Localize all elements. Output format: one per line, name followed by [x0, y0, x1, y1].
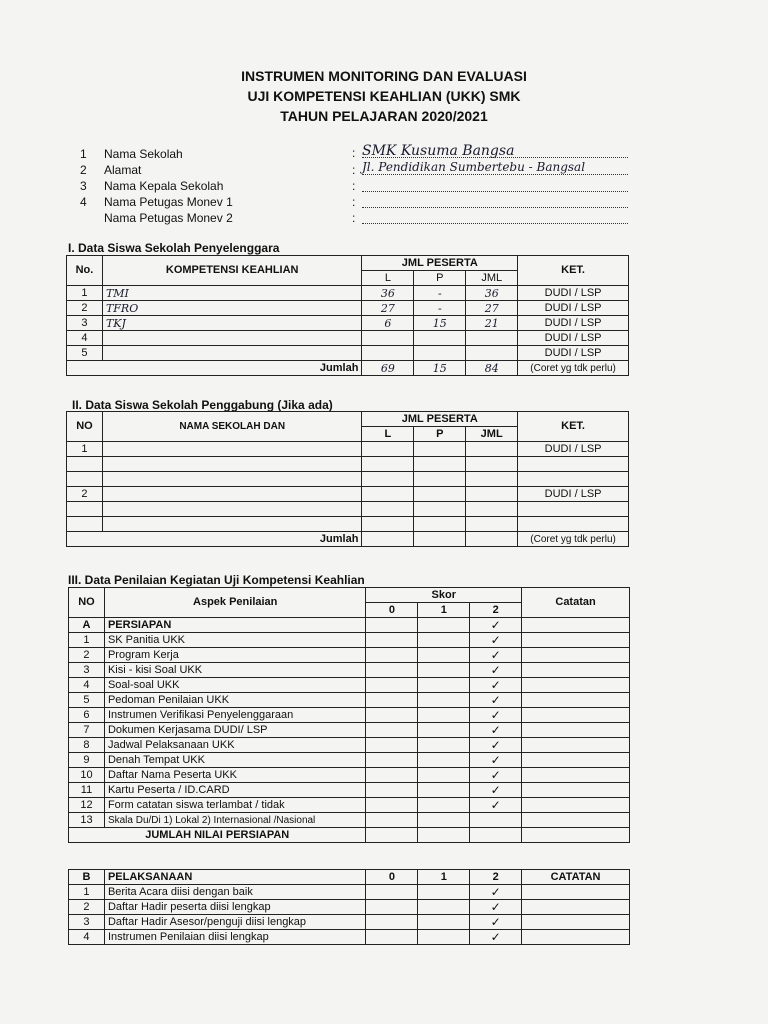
score-2-check-icon[interactable]: ✓	[470, 900, 522, 915]
table-row	[69, 813, 630, 828]
colon: :	[352, 163, 356, 177]
colon: :	[352, 146, 356, 160]
cell-no	[67, 457, 103, 472]
header-kompetensi: KOMPETENSI KEAHLIAN	[102, 256, 361, 286]
cell-ket: DUDI / LSP	[518, 487, 629, 502]
catatan-cell[interactable]	[522, 753, 630, 768]
cell-no: 1	[69, 633, 105, 648]
cell-aspek: Soal-soal UKK	[104, 678, 366, 693]
total-row	[67, 532, 629, 547]
score-0-cell[interactable]	[366, 723, 418, 738]
cell-jml[interactable]	[466, 457, 518, 472]
identity-label: Nama Sekolah	[104, 147, 183, 161]
cell-no: 1	[67, 442, 103, 457]
cell-nama[interactable]	[102, 442, 361, 457]
table-row	[67, 442, 629, 457]
title-line-1: INSTRUMEN MONITORING DAN EVALUASI	[241, 68, 527, 84]
table-row	[67, 301, 629, 316]
cell-no: 2	[67, 487, 103, 502]
cell-aspek: Jadwal Pelaksanaan UKK	[104, 738, 366, 753]
score-2-check-icon[interactable]: ✓	[470, 915, 522, 930]
score-0-cell[interactable]	[366, 798, 418, 813]
cell-p[interactable]	[414, 502, 466, 517]
header-p: P	[414, 427, 466, 442]
cell-no: 4	[67, 331, 103, 346]
score-1-cell[interactable]	[418, 885, 470, 900]
cell-nama[interactable]	[102, 487, 361, 502]
score-2-check-icon[interactable]	[470, 813, 522, 828]
monev-officer-2-field[interactable]	[362, 209, 628, 224]
colon: :	[352, 179, 356, 193]
cell-no	[67, 472, 103, 487]
score-0-cell[interactable]	[366, 915, 418, 930]
score-0-cell[interactable]	[366, 930, 418, 945]
score-1-cell[interactable]	[418, 930, 470, 945]
cell-kompetensi[interactable]: TMI	[102, 286, 361, 301]
score-2-check-icon[interactable]: ✓	[470, 708, 522, 723]
header-catatan: CATATAN	[522, 870, 630, 885]
score-2-check-icon[interactable]: ✓	[470, 930, 522, 945]
cell-nama[interactable]	[102, 472, 361, 487]
header-score-0: 0	[366, 870, 418, 885]
score-1-cell[interactable]	[418, 648, 470, 663]
header-l: L	[362, 271, 414, 286]
cell-no	[67, 502, 103, 517]
table-row	[67, 316, 629, 331]
principal-name-field[interactable]	[362, 177, 628, 192]
score-2-check-icon[interactable]: ✓	[470, 633, 522, 648]
table-row	[67, 331, 629, 346]
header-l: L	[362, 427, 414, 442]
score-1-cell[interactable]	[418, 723, 470, 738]
cell-ket	[518, 502, 629, 517]
header-score-2: 2	[470, 603, 522, 618]
cell-ket	[518, 457, 629, 472]
catatan-cell[interactable]	[522, 828, 630, 843]
cell-p[interactable]	[414, 517, 466, 532]
cell-jml[interactable]	[466, 502, 518, 517]
cell-p[interactable]	[414, 487, 466, 502]
cell-no: 6	[69, 708, 105, 723]
cell-l[interactable]	[362, 487, 414, 502]
cell-no: 3	[69, 663, 105, 678]
cell-no: 13	[69, 813, 105, 828]
cell-nama[interactable]	[102, 517, 361, 532]
cell-aspek: Instrumen Penilaian diisi lengkap	[104, 930, 366, 945]
jumlah-row	[69, 828, 630, 843]
header-score-0: 0	[366, 603, 418, 618]
score-1-cell[interactable]	[418, 828, 470, 843]
cell-ket: DUDI / LSP	[518, 316, 629, 331]
cell-jml[interactable]	[466, 472, 518, 487]
identity-num: 1	[80, 147, 87, 161]
cell-no: 12	[69, 798, 105, 813]
cell-p[interactable]	[414, 472, 466, 487]
score-2-check-icon[interactable]: ✓	[470, 885, 522, 900]
identity-num: 3	[80, 179, 87, 193]
cell-kompetensi[interactable]: TFRO	[102, 301, 361, 316]
cell-aspek: Instrumen Verifikasi Penyelenggaraan	[104, 708, 366, 723]
catatan-cell[interactable]	[522, 900, 630, 915]
table-row	[69, 663, 630, 678]
catatan-cell[interactable]	[522, 648, 630, 663]
group-label: PELAKSANAAN	[104, 870, 366, 885]
total-l[interactable]: 69	[362, 361, 414, 376]
header-jml: JML	[466, 427, 518, 442]
header-catatan: Catatan	[522, 588, 630, 618]
cell-no: 2	[69, 900, 105, 915]
score-1-cell[interactable]	[418, 783, 470, 798]
cell-ket: DUDI / LSP	[518, 286, 629, 301]
cell-jml[interactable]	[466, 346, 518, 361]
total-row	[67, 361, 629, 376]
cell-l[interactable]	[362, 346, 414, 361]
cell-ket: DUDI / LSP	[518, 346, 629, 361]
score-0-cell[interactable]	[366, 885, 418, 900]
cell-nama[interactable]	[102, 502, 361, 517]
header-score-2: 2	[470, 870, 522, 885]
catatan-cell[interactable]	[522, 633, 630, 648]
table-row	[69, 633, 630, 648]
cell-no: 5	[69, 693, 105, 708]
header-no: NO	[67, 412, 103, 442]
score-2-check-icon[interactable]: ✓	[470, 723, 522, 738]
cell-p[interactable]: -	[414, 301, 466, 316]
score-2-check-icon[interactable]: ✓	[470, 648, 522, 663]
title-line-3: TAHUN PELAJARAN 2020/2021	[280, 108, 488, 124]
identity-num: 2	[80, 163, 87, 177]
title-line-2: UJI KOMPETENSI KEAHLIAN (UKK) SMK	[247, 88, 521, 104]
table-row	[69, 783, 630, 798]
score-0-cell[interactable]	[366, 618, 418, 633]
score-2-check-icon[interactable]: ✓	[470, 738, 522, 753]
score-2-check-icon[interactable]: ✓	[470, 783, 522, 798]
cell-p[interactable]	[414, 457, 466, 472]
cell-ket	[518, 517, 629, 532]
table-row	[67, 502, 629, 517]
cell-jml[interactable]	[466, 331, 518, 346]
catatan-cell[interactable]	[522, 813, 630, 828]
score-0-cell[interactable]	[366, 783, 418, 798]
cell-l[interactable]	[362, 517, 414, 532]
identity-num: 4	[80, 195, 87, 209]
colon: :	[352, 195, 356, 209]
cell-aspek: SK Panitia UKK	[104, 633, 366, 648]
table-row	[69, 885, 630, 900]
cell-no	[67, 517, 103, 532]
header-jml-peserta: JML PESERTA	[362, 412, 518, 427]
score-1-cell[interactable]	[418, 768, 470, 783]
cell-p[interactable]: 15	[414, 316, 466, 331]
header-jml: JML	[466, 271, 518, 286]
score-2-check-icon[interactable]: ✓	[470, 618, 522, 633]
cell-aspek: Form catatan siswa terlambat / tidak	[104, 798, 366, 813]
score-1-cell[interactable]	[418, 915, 470, 930]
score-1-cell[interactable]	[418, 900, 470, 915]
total-l[interactable]	[362, 532, 414, 547]
score-1-cell[interactable]	[418, 693, 470, 708]
header-score-1: 1	[418, 603, 470, 618]
catatan-cell[interactable]	[522, 678, 630, 693]
score-2-check-icon[interactable]: ✓	[470, 663, 522, 678]
table-row	[67, 346, 629, 361]
cell-kompetensi[interactable]: TKJ	[102, 316, 361, 331]
score-0-cell[interactable]	[366, 708, 418, 723]
score-1-cell[interactable]	[418, 753, 470, 768]
score-0-cell[interactable]	[366, 663, 418, 678]
cell-l[interactable]	[362, 502, 414, 517]
score-2-check-icon[interactable]: ✓	[470, 798, 522, 813]
header-score-1: 1	[418, 870, 470, 885]
cell-aspek: Daftar Nama Peserta UKK	[104, 768, 366, 783]
identity-label: Nama Kepala Sekolah	[104, 179, 224, 193]
cell-no: 3	[67, 316, 103, 331]
catatan-cell[interactable]	[522, 723, 630, 738]
table-row	[67, 472, 629, 487]
catatan-cell[interactable]	[522, 798, 630, 813]
cell-no: 1	[67, 286, 103, 301]
cell-no: 11	[69, 783, 105, 798]
score-2-check-icon[interactable]: ✓	[470, 678, 522, 693]
table-row	[69, 738, 630, 753]
cell-aspek: Denah Tempat UKK	[104, 753, 366, 768]
cell-l[interactable]: 36	[362, 286, 414, 301]
total-jml[interactable]	[466, 532, 518, 547]
identity-label: Nama Petugas Monev 1	[104, 195, 233, 209]
section-1-title: I. Data Siswa Sekolah Penyelenggara	[68, 241, 280, 255]
table-row	[69, 930, 630, 945]
score-0-cell[interactable]	[366, 768, 418, 783]
header-no: NO	[69, 588, 105, 618]
catatan-cell[interactable]	[522, 663, 630, 678]
score-0-cell[interactable]	[366, 900, 418, 915]
catatan-cell[interactable]	[522, 930, 630, 945]
coret-note: (Coret yg tdk perlu)	[518, 361, 629, 376]
score-1-cell[interactable]	[418, 663, 470, 678]
table-row	[69, 915, 630, 930]
school-name-field[interactable]: SMK Kusuma Bangsa	[362, 143, 628, 158]
cell-ket: DUDI / LSP	[518, 331, 629, 346]
cell-no: 10	[69, 768, 105, 783]
table-row	[69, 753, 630, 768]
cell-no: 9	[69, 753, 105, 768]
cell-l[interactable]	[362, 472, 414, 487]
table-row	[69, 723, 630, 738]
cell-aspek: Skala Du/Di 1) Lokal 2) Internasional /Nasional	[104, 813, 366, 828]
cell-aspek: Pedoman Penilaian UKK	[104, 693, 366, 708]
cell-aspek: Berita Acara diisi dengan baik	[104, 885, 366, 900]
cell-jml[interactable]	[466, 487, 518, 502]
cell-no: 8	[69, 738, 105, 753]
total-p[interactable]	[414, 532, 466, 547]
cell-jml[interactable]: 36	[466, 286, 518, 301]
cell-aspek: Dokumen Kerjasama DUDI/ LSP	[104, 723, 366, 738]
score-1-cell[interactable]	[418, 813, 470, 828]
section-2-title: II. Data Siswa Sekolah Penggabung (Jika ada)	[72, 398, 333, 412]
score-2-check-icon[interactable]: ✓	[470, 768, 522, 783]
score-1-cell[interactable]	[418, 708, 470, 723]
header-skor: Skor	[366, 588, 522, 603]
cell-no: 5	[67, 346, 103, 361]
catatan-cell[interactable]	[522, 783, 630, 798]
score-0-cell[interactable]	[366, 813, 418, 828]
score-0-cell[interactable]	[366, 693, 418, 708]
cell-ket: DUDI / LSP	[518, 301, 629, 316]
colon: :	[352, 211, 356, 225]
score-0-cell[interactable]	[366, 738, 418, 753]
table-row	[69, 678, 630, 693]
group-code: A	[69, 618, 105, 633]
cell-p[interactable]	[414, 346, 466, 361]
score-1-cell[interactable]	[418, 633, 470, 648]
table-section-b	[68, 869, 630, 945]
address-field[interactable]: Jl. Pendidikan Sumbertebu - Bangsal	[362, 160, 628, 175]
cell-aspek: Program Kerja	[104, 648, 366, 663]
header-ket: KET.	[518, 412, 629, 442]
header-nama-sekolah: NAMA SEKOLAH DAN	[102, 412, 361, 442]
cell-ket: DUDI / LSP	[518, 442, 629, 457]
total-p[interactable]: 15	[414, 361, 466, 376]
score-0-cell[interactable]	[366, 753, 418, 768]
cell-l[interactable]: 6	[362, 316, 414, 331]
cell-jml[interactable]: 27	[466, 301, 518, 316]
cell-no: 3	[69, 915, 105, 930]
cell-nama[interactable]	[102, 457, 361, 472]
table-section-2	[66, 411, 629, 547]
table-row	[69, 648, 630, 663]
coret-note: (Coret yg tdk perlu)	[518, 532, 629, 547]
score-1-cell[interactable]	[418, 738, 470, 753]
total-label: Jumlah	[67, 532, 362, 547]
cell-jml[interactable]	[466, 517, 518, 532]
catatan-cell[interactable]	[522, 693, 630, 708]
table-section-1	[66, 255, 629, 376]
score-1-cell[interactable]	[418, 618, 470, 633]
header-no: No.	[67, 256, 103, 286]
catatan-cell[interactable]	[522, 708, 630, 723]
identity-label: Nama Petugas Monev 2	[104, 211, 233, 225]
table-row	[69, 693, 630, 708]
catatan-cell[interactable]	[522, 618, 630, 633]
table-row	[67, 286, 629, 301]
total-jml[interactable]: 84	[466, 361, 518, 376]
header-ket: KET.	[518, 256, 629, 286]
table-row	[69, 708, 630, 723]
cell-aspek: Kartu Peserta / ID.CARD	[104, 783, 366, 798]
table-row	[69, 798, 630, 813]
catatan-cell[interactable]	[522, 738, 630, 753]
cell-ket	[518, 472, 629, 487]
group-row-b	[69, 870, 630, 885]
header-aspek: Aspek Penilaian	[104, 588, 366, 618]
table-row	[69, 900, 630, 915]
cell-kompetensi[interactable]	[102, 331, 361, 346]
cell-aspek: Daftar Hadir Asesor/penguji diisi lengkap	[104, 915, 366, 930]
header-jml-peserta: JML PESERTA	[362, 256, 518, 271]
jumlah-nilai-persiapan-label: JUMLAH NILAI PERSIAPAN	[69, 828, 366, 843]
cell-l[interactable]: 27	[362, 301, 414, 316]
cell-no: 1	[69, 885, 105, 900]
score-2-check-icon[interactable]: ✓	[470, 753, 522, 768]
cell-p[interactable]	[414, 331, 466, 346]
cell-kompetensi[interactable]	[102, 346, 361, 361]
cell-jml[interactable]: 21	[466, 316, 518, 331]
score-1-cell[interactable]	[418, 678, 470, 693]
cell-no: 4	[69, 678, 105, 693]
group-code: B	[69, 870, 105, 885]
catatan-cell[interactable]	[522, 768, 630, 783]
group-label: PERSIAPAN	[104, 618, 366, 633]
section-3-title: III. Data Penilaian Kegiatan Uji Kompetensi Keahlian	[68, 573, 365, 587]
cell-no: 7	[69, 723, 105, 738]
cell-l[interactable]	[362, 442, 414, 457]
score-2-cell[interactable]	[470, 828, 522, 843]
cell-no: 2	[69, 648, 105, 663]
identity-label: Alamat	[104, 163, 142, 177]
table-row	[69, 768, 630, 783]
monev-officer-1-field[interactable]	[362, 193, 628, 208]
score-1-cell[interactable]	[418, 798, 470, 813]
table-row	[67, 487, 629, 502]
cell-l[interactable]	[362, 331, 414, 346]
table-row	[67, 517, 629, 532]
catatan-cell[interactable]	[522, 885, 630, 900]
score-2-check-icon[interactable]: ✓	[470, 693, 522, 708]
cell-l[interactable]	[362, 457, 414, 472]
total-label: Jumlah	[67, 361, 362, 376]
score-0-cell[interactable]	[366, 633, 418, 648]
cell-aspek: Kisi - kisi Soal UKK	[104, 663, 366, 678]
catatan-cell[interactable]	[522, 915, 630, 930]
table-row	[67, 457, 629, 472]
cell-p[interactable]	[414, 442, 466, 457]
score-0-cell[interactable]	[366, 648, 418, 663]
header-p: P	[414, 271, 466, 286]
score-0-cell[interactable]	[366, 678, 418, 693]
group-row-a	[69, 618, 630, 633]
cell-p[interactable]: -	[414, 286, 466, 301]
cell-no: 4	[69, 930, 105, 945]
cell-no: 2	[67, 301, 103, 316]
cell-jml[interactable]	[466, 442, 518, 457]
table-section-3	[68, 587, 630, 843]
score-0-cell[interactable]	[366, 828, 418, 843]
cell-aspek: Daftar Hadir peserta diisi lengkap	[104, 900, 366, 915]
